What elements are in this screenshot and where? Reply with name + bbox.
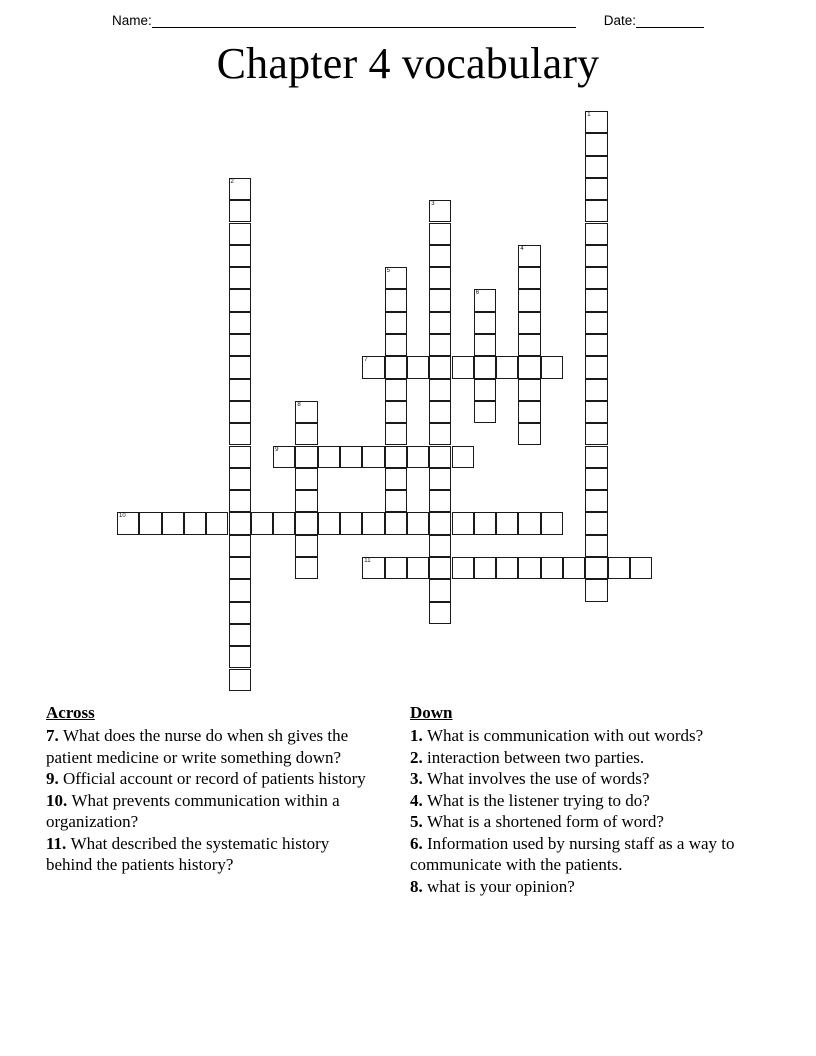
grid-cell[interactable] [518,356,540,378]
grid-cell[interactable] [229,646,251,668]
down-clues-column [410,702,760,897]
grid-cell[interactable] [295,490,317,512]
grid-cell[interactable] [229,200,251,222]
grid-cell[interactable] [229,624,251,646]
clue-text: what is your opinion? [427,876,575,896]
grid-cell[interactable] [229,356,251,378]
grid-cell[interactable] [117,512,139,534]
grid-cell[interactable] [385,468,407,490]
grid-cell[interactable] [630,557,652,579]
grid-cell[interactable] [429,267,451,289]
grid-cell[interactable] [362,557,384,579]
grid-cell[interactable] [585,111,607,133]
grid-cell[interactable] [295,512,317,534]
grid-cell-number: 5 [386,268,390,275]
grid-cell[interactable] [585,312,607,334]
grid-cell[interactable] [608,557,630,579]
grid-cell[interactable] [229,512,251,534]
grid-cell[interactable] [251,512,273,534]
clue-text: What is the listener trying to do? [427,790,650,810]
grid-cell[interactable] [407,557,429,579]
grid-cell[interactable] [518,267,540,289]
clue-text: What involves the use of words? [427,769,650,788]
grid-cell[interactable] [385,267,407,289]
grid-cell[interactable] [362,356,384,378]
grid-cell[interactable] [184,512,206,534]
grid-cell[interactable] [385,557,407,579]
grid-cell[interactable] [585,512,607,534]
grid-cell[interactable] [585,535,607,557]
grid-cell[interactable] [385,490,407,512]
grid-cell[interactable] [429,579,451,601]
grid-cell[interactable] [429,379,451,401]
grid-cell[interactable] [273,512,295,534]
grid-cell[interactable] [385,512,407,534]
grid-cell[interactable] [496,512,518,534]
down-clue-8 [410,876,760,898]
grid-cell[interactable] [496,356,518,378]
clue-number: 4. [410,790,427,810]
name-label: Name: [111,13,152,28]
grid-cell[interactable] [229,468,251,490]
grid-cell-number: 6 [475,290,480,297]
grid-cell[interactable] [585,245,607,267]
grid-cell[interactable] [541,356,563,378]
grid-cell[interactable] [318,446,340,468]
grid-cell[interactable] [585,156,607,178]
grid-cell[interactable] [362,446,384,468]
grid-cell[interactable] [585,267,607,289]
grid-cell[interactable] [273,446,295,468]
grid-cell[interactable] [474,401,496,423]
grid-cell-number: 8 [297,401,301,408]
across-clue-11 [46,833,366,876]
grid-cell[interactable] [429,200,451,222]
clue-text: Information used by nursing staff as a way to communicate with the patients. [410,833,735,874]
clue-text: Official account or record of patients history [63,769,366,788]
grid-cell[interactable] [295,401,317,423]
grid-cell[interactable] [229,223,251,245]
grid-cell[interactable] [429,289,451,311]
grid-cell[interactable] [585,200,607,222]
grid-cell-number: 9 [275,446,279,453]
grid-cell[interactable] [585,379,607,401]
grid-cell[interactable] [429,401,451,423]
grid-cell[interactable] [518,334,540,356]
grid-cell[interactable] [229,379,251,401]
grid-cell[interactable] [139,512,161,534]
grid-cell[interactable] [585,490,607,512]
grid-cell[interactable] [585,423,607,445]
grid-cell[interactable] [229,401,251,423]
grid-cell[interactable] [474,312,496,334]
grid-cell[interactable] [429,512,451,534]
grid-cell[interactable] [385,446,407,468]
grid-cell[interactable] [585,446,607,468]
grid-cell[interactable] [229,312,251,334]
grid-cell-number: 3 [431,201,435,208]
grid-cell[interactable] [496,557,518,579]
grid-cell[interactable] [206,512,228,534]
grid-cell[interactable] [474,334,496,356]
grid-cell[interactable] [585,178,607,200]
clue-text: What is communication with out words? [427,726,704,745]
grid-cell[interactable] [585,401,607,423]
grid-cell[interactable] [429,557,451,579]
grid-cell[interactable] [295,446,317,468]
grid-cell[interactable] [429,602,451,624]
grid-cell[interactable] [518,423,540,445]
across-heading: Across [46,703,95,722]
across-clue-list [46,725,366,876]
grid-cell[interactable] [452,512,474,534]
grid-cell-number: 2 [230,178,234,185]
grid-cell[interactable] [318,512,340,534]
clue-number: 1. [410,726,427,745]
clue-number: 2. [410,747,427,767]
grid-cell[interactable] [474,557,496,579]
grid-cell[interactable] [585,468,607,490]
across-clue-10 [46,790,366,833]
down-clue-list [410,725,760,897]
grid-cell[interactable] [585,223,607,245]
grid-cell[interactable] [385,356,407,378]
grid-cell-number: 4 [520,245,524,252]
grid-cell[interactable] [474,289,496,311]
grid-cell[interactable] [295,535,317,557]
grid-cell[interactable] [407,512,429,534]
grid-cell[interactable] [429,446,451,468]
grid-cell-number: 11 [364,558,371,564]
grid-cell[interactable] [474,512,496,534]
down-clue-4 [410,790,760,812]
grid-cell[interactable] [385,401,407,423]
grid-cell[interactable] [229,289,251,311]
grid-cell[interactable] [385,312,407,334]
grid-cell-number: 10 [119,513,126,520]
down-clue-5 [410,811,760,833]
grid-cell[interactable] [518,312,540,334]
grid-cell[interactable] [385,289,407,311]
grid-cell[interactable] [429,312,451,334]
grid-cell[interactable] [518,512,540,534]
clue-text: What prevents communication within a organization? [46,790,340,831]
grid-cell[interactable] [229,557,251,579]
grid-cell[interactable] [385,379,407,401]
grid-cell[interactable] [229,178,251,200]
grid-cell[interactable] [518,401,540,423]
grid-cell[interactable] [229,490,251,512]
grid-cell[interactable] [229,334,251,356]
clue-number: 11. [46,833,71,853]
grid-cell[interactable] [229,602,251,624]
grid-cell[interactable] [585,289,607,311]
grid-cell[interactable] [429,334,451,356]
grid-cell[interactable] [229,579,251,601]
grid-cell[interactable] [452,356,474,378]
grid-cell[interactable] [541,512,563,534]
grid-cell[interactable] [429,423,451,445]
grid-cell[interactable] [585,557,607,579]
clue-number: 6. [410,833,427,853]
grid-cell[interactable] [429,356,451,378]
grid-cell[interactable] [295,468,317,490]
grid-cell[interactable] [385,334,407,356]
grid-cell[interactable] [295,557,317,579]
grid-cell[interactable] [385,423,407,445]
grid-cell[interactable] [585,334,607,356]
down-clue-1 [410,725,760,747]
grid-cell[interactable] [295,423,317,445]
grid-cell[interactable] [229,423,251,445]
grid-cell[interactable] [362,512,384,534]
clue-text: What does the nurse do when sh gives the patient medicine or write something down? [46,726,349,767]
grid-cell[interactable] [429,245,451,267]
grid-cell[interactable] [541,557,563,579]
grid-cell[interactable] [407,356,429,378]
grid-cell[interactable] [162,512,184,534]
clue-number: 7. [46,726,63,745]
grid-cell[interactable] [340,446,362,468]
down-clue-3 [410,768,760,790]
grid-cell[interactable] [229,245,251,267]
across-clue-7 [46,725,366,768]
grid-cell[interactable] [452,446,474,468]
grid-cell[interactable] [585,133,607,155]
grid-cell[interactable] [518,379,540,401]
clue-number: 5. [410,812,427,831]
grid-cell[interactable] [518,245,540,267]
clue-text: What described the systematic history behind the patients history? [46,833,330,874]
grid-cell[interactable] [340,512,362,534]
grid-cell[interactable] [229,267,251,289]
across-clues-column [46,702,366,876]
grid-cell[interactable] [585,579,607,601]
grid-cell-number: 7 [364,357,368,364]
grid-cell[interactable] [518,289,540,311]
date-label: Date: [603,13,637,28]
grid-cell[interactable] [429,490,451,512]
page-title: Chapter 4 vocabulary [216,39,600,88]
grid-cell[interactable] [229,535,251,557]
grid-cell[interactable] [229,669,251,691]
grid-cell[interactable] [429,535,451,557]
grid-cell[interactable] [474,356,496,378]
grid-cell[interactable] [518,557,540,579]
clue-text: What is a shortened form of word? [427,812,664,831]
grid-cell-number: 1 [587,112,591,118]
clue-number: 10. [46,790,72,810]
grid-cell[interactable] [429,468,451,490]
clue-number: 8. [410,876,427,896]
clue-text: interaction between two parties. [427,747,645,767]
grid-cell[interactable] [452,557,474,579]
down-clue-6 [410,833,760,876]
across-clue-9 [46,768,366,790]
down-heading: Down [410,703,453,722]
clue-number: 9. [46,769,63,788]
grid-cell[interactable] [585,356,607,378]
grid-cell[interactable] [563,557,585,579]
grid-cell[interactable] [229,446,251,468]
down-clue-2 [410,747,760,769]
grid-cell[interactable] [429,223,451,245]
clue-number: 3. [410,769,427,788]
grid-cell[interactable] [407,446,429,468]
grid-cell[interactable] [474,379,496,401]
